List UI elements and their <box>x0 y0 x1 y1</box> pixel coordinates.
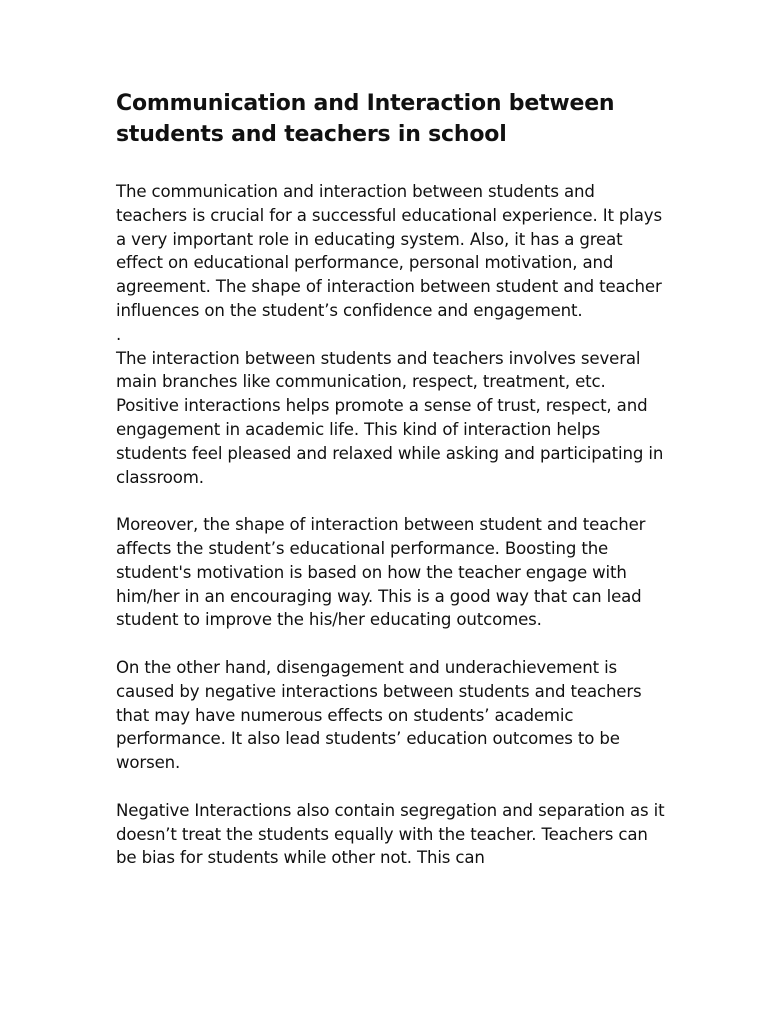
paragraph-segregation: Negative Interactions also contain segregation and separation as it doesn’t treat the students equally with the teacher. Teachers can be bias for students while other not. This can <box>116 800 665 868</box>
paragraph-intro: The communication and interaction between students and teachers is crucial for a successful educational experience. It plays a very important role in educating system. Also, it has a great effect on educational performance, personal motivation, and agreement. The shape of interaction between student and teacher influences on the student’s confidence and engagement. <box>116 182 662 320</box>
paragraph-negative-effects: On the other hand, disengagement and underachievement is caused by negative interactions between students and teachers that may have numerous effects on students’ academic performance. It also lead students’ education outcomes to be worsen. <box>116 657 642 773</box>
paragraph-dot: . <box>116 324 122 344</box>
paragraph-interaction-branches: The interaction between students and teachers involves several main branches like communication, respect, treatment, etc. Positive interactions helps promote a sense of trust, respect, and engagement in academic life. This kind of interaction helps students feel pleased and relaxed while asking and participating in classroom. <box>116 348 664 487</box>
paragraph-performance: Moreover, the shape of interaction between student and teacher affects the student’s educational performance. Boosting the student's motivation is based on how the teacher engage with him/her in an encouraging way. This is a good way that can lead student to improve the his/her educating outcomes. <box>116 515 646 630</box>
document-body <box>116 88 668 870</box>
document-title: Communication and Interaction between students and teachers in school <box>116 91 615 147</box>
